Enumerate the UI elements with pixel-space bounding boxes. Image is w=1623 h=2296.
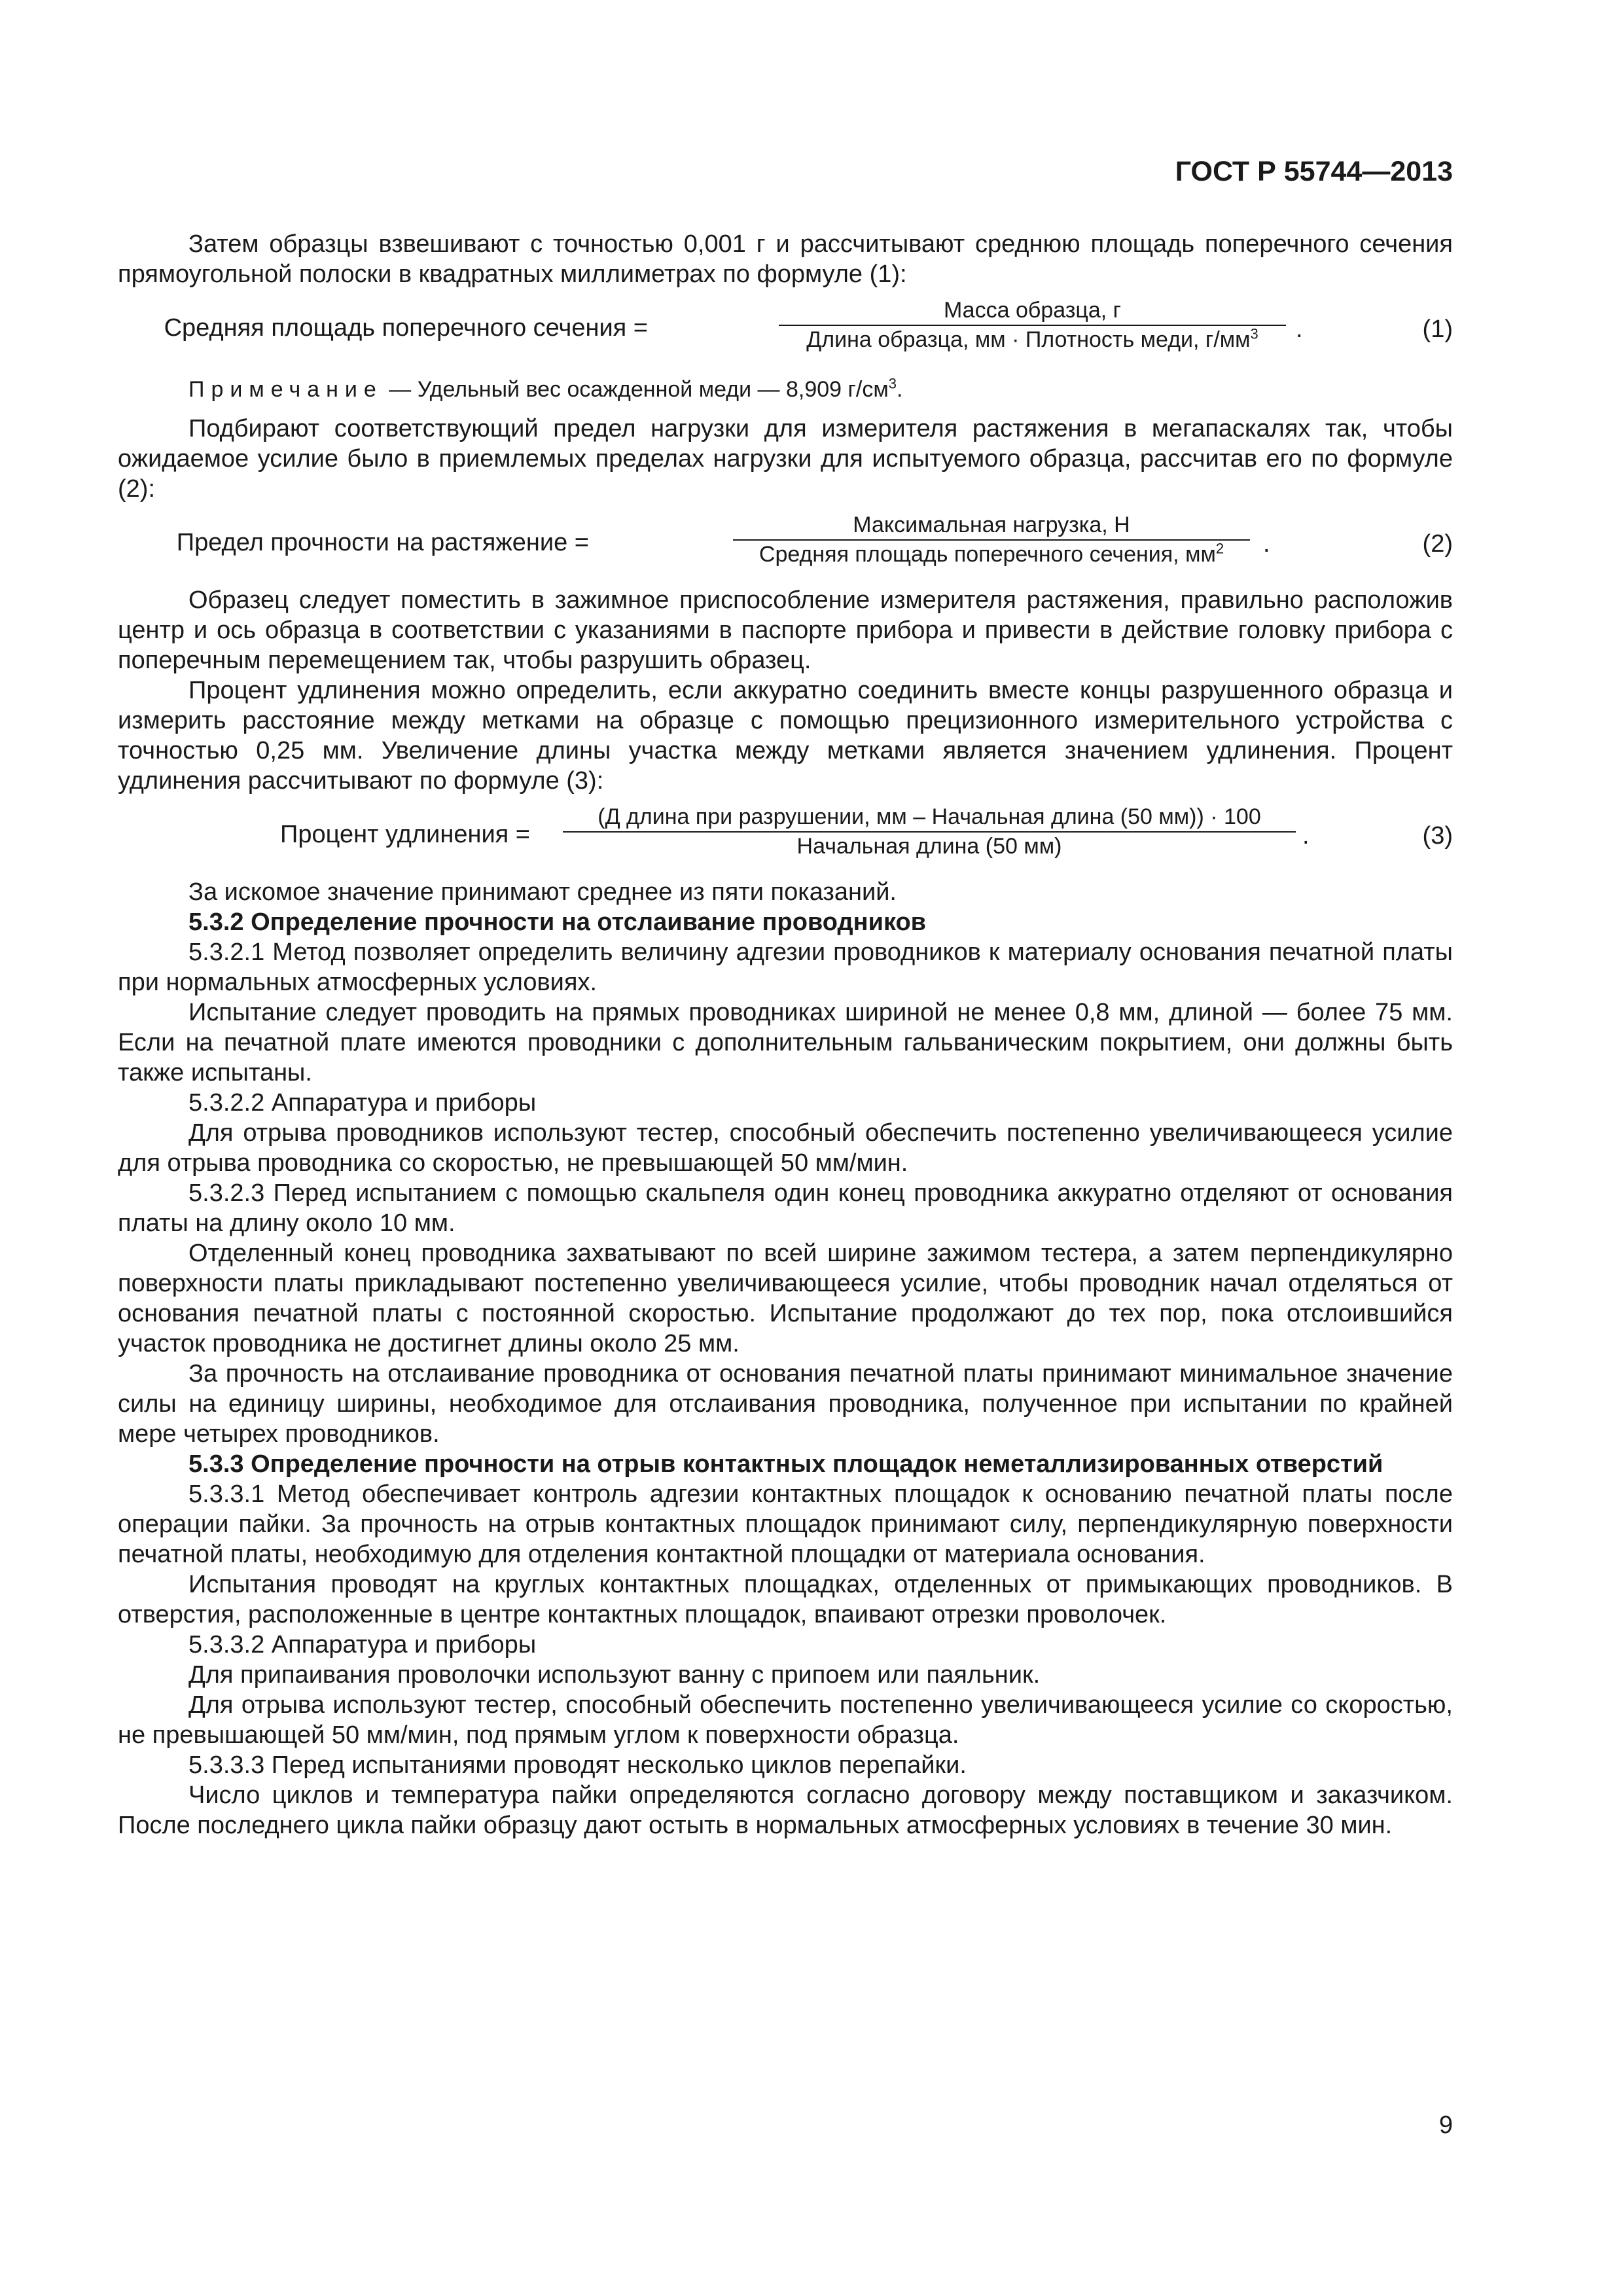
- paragraph: 5.3.2.1 Метод позволяет определить величину адгезии проводников к материалу основания печатной платы при нормальных атмосферных условиях.: [118, 939, 1453, 996]
- note-label: Примечание: [188, 377, 383, 402]
- paragraph: 5.3.2.3 Перед испытанием с помощью скальпеля один конец проводника аккуратно отделяют от основания платы на длину около 10 мм.: [118, 1179, 1453, 1237]
- paragraph: Затем образцы взвешивают с точностью 0,001 г и рассчитывают среднюю площадь поперечного сечения прямоугольной полоски в квадратных миллиметрах по формуле (1):: [118, 230, 1453, 288]
- formula-lhs: Предел прочности на растяжение =: [176, 529, 589, 556]
- formula-fraction: [779, 297, 1286, 353]
- formula-denominator: Средняя площадь поперечного сечения, $мм^2$: [758, 540, 1224, 567]
- paragraph: Для припаивания проволочки используют ванну с припоем или паяльник.: [188, 1661, 1041, 1689]
- paragraph: 5.3.2.2 Аппаратура и приборы: [188, 1089, 537, 1117]
- paragraph: 5.3.3.3 Перед испытаниями проводят несколько циклов перепайки.: [188, 1751, 967, 1779]
- note: [118, 374, 1453, 404]
- exponent: 3: [888, 375, 897, 392]
- formula-numerator: Масса образца, г: [779, 297, 1286, 326]
- exponent: 2: [1215, 540, 1224, 557]
- paragraph: 5.3.3.2 Аппаратура и приборы: [188, 1631, 537, 1659]
- paragraph: 5.3.3.1 Метод обеспечивает контроль адгезии контактных площадок к основанию печатной платы после операции пайки. За прочность на отрыв контактных площадок принимают силу, перпендикулярную поверхности печатной платы, необходимую для отделения контактной площадки от материала основания.: [118, 1480, 1453, 1568]
- formula-fraction: [733, 512, 1250, 568]
- paragraph: Подбирают соответствующий предел нагрузки для измерителя растяжения в мегапаскалях так, чтобы ожидаемое усилие было в приемлемых пределах нагрузки для испытуемого образца, рассчитав его по формуле (2):: [118, 415, 1453, 503]
- paragraph: За прочность на отслаивание проводника от основания печатной платы принимают минимальное значение силы на единицу ширины, необходимое для отслаивания проводника, полученное при испытании по крайней мере четырех проводников.: [118, 1360, 1453, 1448]
- paragraph: Испытания проводят на круглых контактных площадках, отделенных от примыкающих проводников. В отверстия, расположенные в центре контактных площадок, впаивают отрезки проволочек.: [118, 1571, 1453, 1628]
- paragraph: Образец следует поместить в зажимное приспособление измерителя растяжения, правильно расположив центр и ось образца в соответствии с указаниями в паспорте прибора и привести в действие головку прибора с поперечным перемещением так, чтобы разрушить образец.: [118, 586, 1453, 674]
- paragraph: Отделенный конец проводника захватывают по всей ширине зажимом тестера, а затем перпендикулярно поверхности платы прикладывают постепенно увеличивающееся усилие, чтобы проводник начал отделяться от основания печатной платы с постоянной скоростью. Испытание продолжают до тех пор, пока отслоившийся участок проводника не достигнет длины около 25 мм.: [118, 1240, 1453, 1357]
- formula-dot: .: [1296, 315, 1303, 343]
- formula-lhs: Процент удлинения =: [280, 821, 530, 848]
- exponent: 3: [1250, 325, 1258, 342]
- note-end: .: [896, 377, 903, 402]
- paragraph: Число циклов и температура пайки определяются согласно договору между поставщиком и заказчиком. После последнего цикла пайки образцу дают остыть в нормальных атмосферных условиях в течение 30 мин.: [118, 1782, 1453, 1839]
- paragraph: Испытание следует проводить на прямых проводниках шириной не менее 0,8 мм, длиной — более 75 мм. Если на печатной плате имеются проводники с дополнительным гальваническим покрытием, они должны быть также испытаны.: [118, 999, 1453, 1086]
- paragraph: Для отрыва проводников используют тестер, способный обеспечить постепенно увеличивающееся усилие для отрыва проводника со скоростью, не превышающей 50 мм/мин.: [118, 1119, 1453, 1177]
- section-heading: 5.3.3 Определение прочности на отрыв контактных площадок неметаллизированных отверстий: [188, 1450, 1383, 1478]
- document-body: [118, 229, 1453, 1840]
- formula-numerator: Максимальная нагрузка, Н: [733, 512, 1250, 541]
- formula-number: (3): [1422, 822, 1453, 850]
- formula-1: [118, 297, 1453, 363]
- formula-denominator: Длина образца, мм · Плотность меди, $г/мм^3$: [806, 325, 1258, 352]
- document-header: ГОСТ Р 55744—2013: [1175, 156, 1453, 187]
- page-number: 9: [1438, 2111, 1453, 2139]
- formula-2: [118, 512, 1453, 577]
- formula-number: (1): [1422, 315, 1453, 343]
- formula-dot: .: [1302, 822, 1310, 850]
- paragraph: Для отрыва используют тестер, способный обеспечить постепенно увеличивающееся усилие со скоростью, не превышающей 50 мм/мин, под прямым углом к поверхности образца.: [118, 1691, 1453, 1749]
- formula-number: (2): [1422, 530, 1453, 558]
- formula-denominator: Начальная длина (50 мм): [796, 834, 1062, 859]
- formula-dot: .: [1263, 530, 1270, 558]
- formula-numerator: (Д длина при разрушении, мм – Начальная длина (50 мм)) · 100: [563, 804, 1296, 833]
- formula-3: [118, 804, 1453, 869]
- formula-fraction: [563, 804, 1296, 860]
- note-text: — Удельный вес осажденной меди — 8,909 г/см: [382, 377, 889, 402]
- section-heading: 5.3.2 Определение прочности на отслаивание проводников: [188, 908, 927, 936]
- formula-lhs: Средняя площадь поперечного сечения =: [164, 314, 648, 342]
- paragraph: Процент удлинения можно определить, если аккуратно соединить вместе концы разрушенного образца и измерить расстояние между метками на образце с помощью прецизионного измерительного устройства с точностью 0,25 мм. Увеличение длины участка между метками является значением удлинения. Процент удлинения рассчитывают по формуле (3):: [118, 677, 1453, 795]
- paragraph: За искомое значение принимают среднее из пяти показаний.: [188, 878, 897, 906]
